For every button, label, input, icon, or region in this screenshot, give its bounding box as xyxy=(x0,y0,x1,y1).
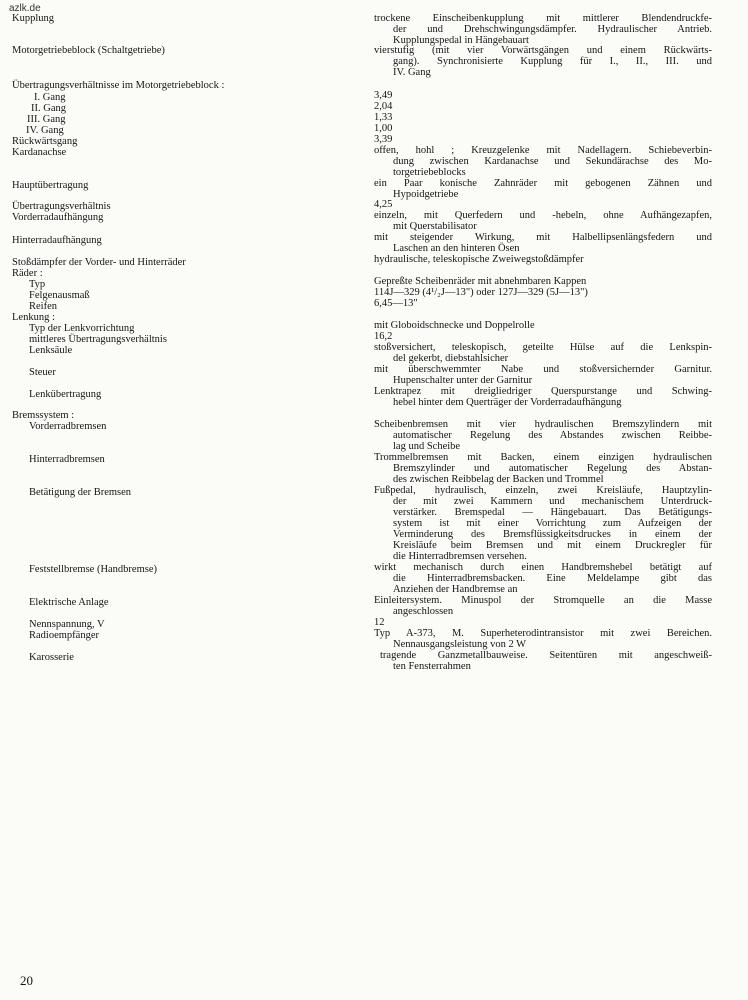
label-betaetigung-bremsen: Betätigung der Bremsen xyxy=(29,487,132,498)
value-line: hebel hinter dem Querträger der Vorderradaufhängung xyxy=(393,397,622,408)
watermark: azlk.de xyxy=(9,3,41,14)
value-line: 114J—329 (4¹/₂J—13") oder 127J—329 (5J—13") xyxy=(374,287,588,298)
value-line: verstärker. Bremspedal — Hängebauart. Das Betätigungs- xyxy=(393,507,712,518)
label-lenkvorrichtung: Typ der Lenkvorrichtung xyxy=(29,323,135,334)
value-line: angeschlossen xyxy=(393,606,454,617)
value-line: Laschen an den hinteren Ösen xyxy=(393,243,520,254)
value-line: Kreisläufe beim Bremsen und mit einem Druckregler für xyxy=(393,540,712,551)
value-line: dung zwischen Kardanachse und Sekundärachse des Mo- xyxy=(393,156,712,167)
value-line: Trommelbremsen mit Backen, einem einzigen hydraulischen xyxy=(374,452,712,463)
value-line: Einleitersystem. Minuspol der Stromquelle an die Masse xyxy=(374,595,712,606)
value-line: mit Querstabilisator xyxy=(393,221,477,232)
value-line: automatischer Regelung des Abstandes zwischen Reibbe- xyxy=(393,430,712,441)
label-lenkung: Lenkung : xyxy=(12,312,55,323)
label-radioempfaenger: Radioempfänger xyxy=(29,630,99,641)
value-line: hydraulische, teleskopische Zweiwegstoßdämpfer xyxy=(374,254,584,265)
value-ratio: 4,25 xyxy=(374,199,393,210)
value-line: des zwischen Reibbelag der Backen und Trommel xyxy=(393,474,604,485)
value-line: mit überschwemmter Nabe und stoßversichernder Garnitur. xyxy=(374,364,712,375)
value-line: Fußpedal, hydraulisch, einzeln, zwei Kreisläufe, Hauptzylin- xyxy=(374,485,712,496)
label-nennspannung: Nennspannung, V xyxy=(29,619,105,630)
value-line: Gepreßte Scheibenräder mit abnehmbaren Kappen xyxy=(374,276,587,287)
value-ratio: 3,49 xyxy=(374,90,393,101)
label-lenksaeule: Lenksäule xyxy=(29,345,73,356)
value-voltage: 12 xyxy=(374,617,385,628)
value-line: der und Drehschwingungsdämpfer. Hydraulischer Antrieb. xyxy=(393,24,712,35)
value-line: torgetriebeblocks xyxy=(393,167,466,178)
value-ratio: 3,39 xyxy=(374,134,393,145)
value-line: stoßversichert, teleskopisch, geteilte Hülse auf die Lenkspin- xyxy=(374,342,712,353)
label-gang-3: III. Gang xyxy=(27,114,66,125)
label-vorderradaufhaengung: Vorderradaufhängung xyxy=(12,212,104,223)
value-line: Hupenschalter unter der Garnitur xyxy=(393,375,533,386)
value-line: lag und Scheibe xyxy=(393,441,461,452)
value-line: Lenktrapez mit dreigliedriger Querspurstange und Schwing- xyxy=(374,386,712,397)
label-raeder: Räder : xyxy=(12,268,43,279)
value-line: vierstufig (mit vier Vorwärtsgängen und einem Rückwärts- xyxy=(374,45,712,56)
value-line: IV. Gang xyxy=(393,67,431,78)
label-hinterradbremsen: Hinterradbremsen xyxy=(29,454,105,465)
label-gang-4: IV. Gang xyxy=(26,125,64,136)
value-line: ten Fensterrahmen xyxy=(393,661,471,672)
value-line: gang). Synchronisierte Kupplung für I., II., III. und xyxy=(393,56,712,67)
value-line: Hypoidgetriebe xyxy=(393,189,459,200)
label-hauptuebertragung: Hauptübertragung xyxy=(12,180,89,191)
label-steuer: Steuer xyxy=(29,367,56,378)
label-mittleres-uebertragungsverhaeltnis: mittleres Übertragungsverhältnis xyxy=(29,334,167,345)
value-line: trockene Einscheibenkupplung mit mittlerer Blendendruckfe- xyxy=(374,13,712,24)
value-line: tragende Ganzmetallbauweise. Seitentüren mit angeschweiß- xyxy=(380,650,712,661)
value-line: system ist mit einer Vorrichtung zum Aufzeigen der xyxy=(393,518,712,529)
value-line: Scheibenbremsen mit vier hydraulischen Bremszylindern mit xyxy=(374,419,712,430)
label-motorgetriebeblock: Motorgetriebeblock (Schaltgetriebe) xyxy=(12,45,165,56)
value-line: einzeln, mit Querfedern und -hebeln, ohne Aufhängezapfen, xyxy=(374,210,712,221)
value-ratio: 2,04 xyxy=(374,101,393,112)
label-kupplung: Kupplung xyxy=(12,13,54,24)
value-ratio: 1,00 xyxy=(374,123,393,134)
value-line: Nennausgangsleistung von 2 W xyxy=(393,639,527,650)
value-line: die Hinterradbremsen versehen. xyxy=(393,551,527,562)
label-hinterradaufhaengung: Hinterradaufhängung xyxy=(12,235,102,246)
value-line: ein Paar konische Zahnräder mit gebogenen Zähnen und xyxy=(374,178,712,189)
value-ratio: 1,33 xyxy=(374,112,393,123)
label-vorderradbremsen: Vorderradbremsen xyxy=(29,421,107,432)
label-felgenausmass: Felgenausmaß xyxy=(29,290,90,301)
value-line: 6,45—13" xyxy=(374,298,418,309)
value-line: Kupplungspedal in Hängebauart xyxy=(393,35,529,46)
value-line: offen, hohl ; Kreuzgelenke mit Nadellagern. Schiebeverbin- xyxy=(374,145,712,156)
value-line: mit Globoidschnecke und Doppelrolle xyxy=(374,320,535,331)
label-elektrische-anlage: Elektrische Anlage xyxy=(29,597,109,608)
value-line: die Hinterradbremsbacken. Eine Meldelampe gibt das xyxy=(393,573,712,584)
value-line: der mit zwei Kammern und mechanischem Unterdruck- xyxy=(393,496,712,507)
label-feststellbremse: Feststellbremse (Handbremse) xyxy=(29,564,158,575)
page-number: 20 xyxy=(20,973,33,988)
label-gang-2: II. Gang xyxy=(31,103,66,114)
label-uebertragungsverhaeltnis: Übertragungsverhältnis xyxy=(12,201,111,212)
label-lenkuebertragung: Lenkübertragung xyxy=(29,389,102,400)
label-kardanachse: Kardanachse xyxy=(12,147,67,158)
value-line: Bremszylinder und automatischer Regelung des Abstan- xyxy=(393,463,712,474)
label-uebersetzungen-heading: Übertragungsverhältnisse im Motorgetriebeblock : xyxy=(12,80,225,91)
label-gang-1: I. Gang xyxy=(34,92,66,103)
label-stossdaempfer: Stoßdämpfer der Vorder- und Hinterräder xyxy=(12,257,186,268)
value-line: del gekerbt, diebstahlsicher xyxy=(393,353,509,364)
value-line: Verminderung des Bremsflüssigkeitsdruckes in einem der xyxy=(393,529,712,540)
value-line: Typ A-373, M. Superheterodintransistor mit zwei Bereichen. xyxy=(374,628,712,639)
label-raeder-typ: Typ xyxy=(29,279,46,290)
value-line: mit steigender Wirkung, mit Halbellipsenlängsfedern und xyxy=(374,232,712,243)
value-ratio: 16,2 xyxy=(374,331,393,342)
value-line: Anziehen der Handbremse an xyxy=(393,584,518,595)
label-bremssystem: Bremssystem : xyxy=(12,410,75,421)
value-line: wirkt mechanisch durch einen Handbremshebel betätigt auf xyxy=(374,562,712,573)
label-rueckwaertsgang: Rückwärtsgang xyxy=(12,136,78,147)
label-reifen: Reifen xyxy=(29,301,57,312)
label-karosserie: Karosserie xyxy=(29,652,74,663)
